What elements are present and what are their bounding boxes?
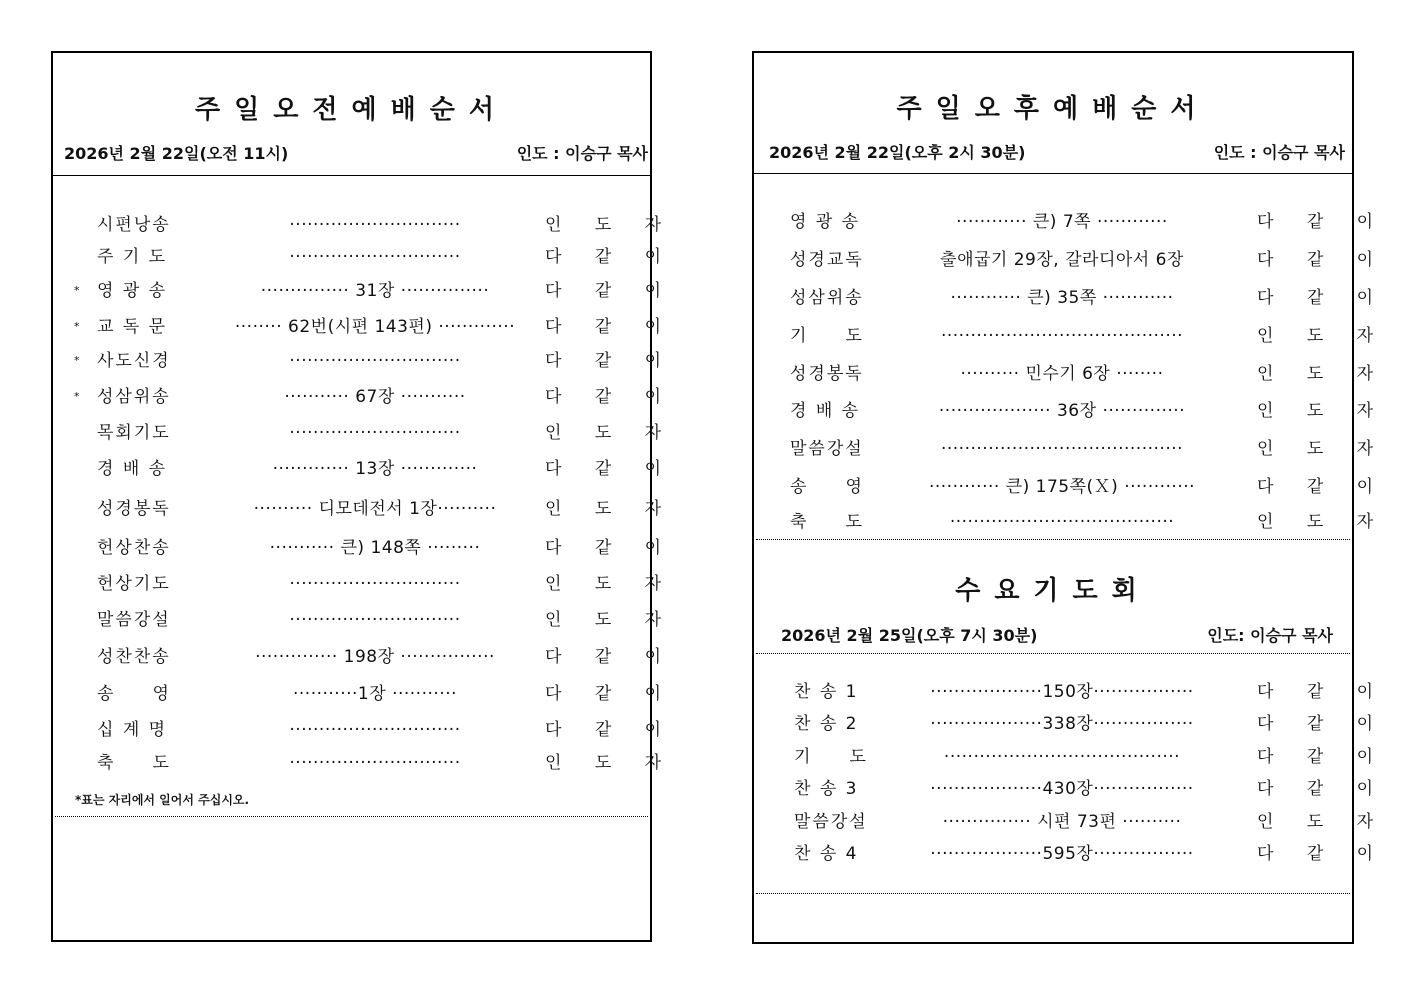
item-performer: 인 도 자: [1257, 812, 1388, 832]
morning-order-item: [74, 315, 676, 339]
morning-order-item: [97, 572, 676, 596]
item-name: 말씀강설: [97, 610, 171, 630]
item-performer: 다 같 이: [545, 351, 676, 371]
item-performer: 다 같 이: [545, 720, 676, 740]
afternoon-order-item: [790, 210, 1388, 234]
item-detail: ·····························: [289, 753, 461, 773]
afternoon-leader: 인도 : 이승구 목사: [1213, 143, 1345, 162]
item-performer: 인 도 자: [1257, 439, 1388, 459]
item-name: 영 광 송: [790, 212, 861, 232]
afternoon-order-item: [790, 286, 1388, 310]
item-detail: ············· 13장 ·············: [272, 459, 478, 479]
item-name: 말씀강설: [790, 439, 864, 459]
item-name: 경 배 송: [97, 459, 168, 479]
item-name: 성경봉독: [790, 364, 864, 384]
morning-order-item: [97, 245, 676, 269]
item-detail: ············ 큰) 7쪽 ············: [956, 212, 1168, 232]
wednesday-order-item: [794, 680, 1388, 704]
item-detail: ··········· 67장 ···········: [284, 387, 466, 407]
item-detail: ··········· 큰) 148쪽 ·········: [269, 538, 481, 558]
item-performer: 인 도 자: [1257, 326, 1388, 346]
morning-order-item: [97, 536, 676, 560]
stand-marker: *: [74, 284, 80, 297]
item-name: 축 도: [97, 753, 171, 773]
wednesday-order-item: [794, 777, 1388, 801]
item-detail: ············ 큰) 35쪽 ············: [950, 288, 1174, 308]
item-name: 헌상기도: [97, 574, 171, 594]
morning-order-item: [97, 718, 676, 742]
morning-service-panel: [51, 51, 676, 942]
morning-order-item: [97, 497, 676, 521]
item-performer: 다 같 이: [1257, 779, 1388, 799]
wednesday-header-divider: [756, 653, 1350, 654]
wednesday-leader: 인도: 이승구 목사: [1207, 626, 1333, 645]
item-name: 십 계 명: [97, 720, 168, 740]
afternoon-title: 주일오후예배순서: [896, 94, 1210, 124]
item-detail: ···················595장·················: [930, 844, 1194, 864]
item-detail: ·····························: [289, 215, 461, 235]
item-performer: 다 같 이: [1257, 747, 1388, 767]
item-name: 찬 송 2: [794, 714, 859, 734]
item-name: 성찬찬송: [97, 647, 171, 667]
item-detail: ··············· 31장 ···············: [260, 281, 490, 301]
item-name: 기 도: [790, 326, 864, 346]
item-detail: ·········································: [940, 439, 1184, 459]
item-detail: ········ 62번(시편 143편) ·············: [234, 317, 516, 337]
wednesday-order-item: [794, 810, 1388, 834]
afternoon-bottom-divider: [756, 539, 1350, 540]
item-performer: 다 같 이: [1257, 250, 1388, 270]
afternoon-order-item: [790, 437, 1388, 461]
item-performer: 인 도 자: [545, 753, 676, 773]
item-detail: ·····························: [289, 351, 461, 371]
item-detail: ······································: [949, 512, 1175, 532]
item-detail: ············ 큰) 175쪽(Ｘ) ············: [928, 477, 1196, 497]
morning-order-item: [74, 385, 676, 409]
item-name: 사도신경: [97, 351, 171, 371]
morning-order-item: [97, 645, 676, 669]
item-performer: 인 도 자: [545, 574, 676, 594]
item-detail: ·····························: [289, 720, 461, 740]
morning-order-item: [74, 279, 676, 303]
item-detail: ··················· 36장 ··············: [938, 401, 1186, 421]
afternoon-order-item: [790, 475, 1388, 499]
morning-order-item: [97, 608, 676, 632]
morning-order-item: [97, 682, 676, 706]
item-performer: 다 같 이: [545, 317, 676, 337]
item-performer: 다 같 이: [1257, 714, 1388, 734]
item-performer: 다 같 이: [545, 387, 676, 407]
stand-marker: *: [74, 354, 80, 367]
item-performer: 다 같 이: [1257, 682, 1388, 702]
item-performer: 다 같 이: [545, 281, 676, 301]
item-performer: 다 같 이: [545, 684, 676, 704]
morning-note: *표는 자리에서 일어서 주십시오.: [75, 793, 250, 807]
item-name: 시편낭송: [97, 215, 171, 235]
item-name: 헌상찬송: [97, 538, 171, 558]
item-detail: ·····························: [289, 247, 461, 267]
item-performer: 인 도 자: [545, 423, 676, 443]
morning-order-item: [97, 457, 676, 481]
morning-order-item: [74, 349, 676, 373]
item-performer: 다 같 이: [1257, 477, 1388, 497]
item-performer: 인 도 자: [1257, 364, 1388, 384]
item-detail: ···················338장·················: [930, 714, 1194, 734]
item-detail: ·············· 198장 ················: [255, 647, 495, 667]
item-performer: 다 같 이: [545, 247, 676, 267]
wednesday-title: 수요기도회: [955, 576, 1151, 606]
afternoon-header-divider: [754, 173, 1352, 174]
item-name: 찬 송 1: [794, 682, 859, 702]
wednesday-order-item: [794, 712, 1388, 736]
morning-order-item: [97, 213, 676, 237]
item-detail: ·········································: [940, 326, 1184, 346]
item-name: 영 광 송: [97, 281, 168, 301]
stand-marker: *: [74, 320, 80, 333]
item-name: 성경교독: [790, 250, 864, 270]
item-performer: 다 같 이: [1257, 212, 1388, 232]
item-name: 송 영: [790, 477, 864, 497]
item-detail: ···················430장·················: [930, 779, 1194, 799]
afternoon-order-item: [790, 324, 1388, 348]
afternoon-order-item: [790, 510, 1388, 534]
item-performer: 다 같 이: [545, 647, 676, 667]
item-detail: ········································: [943, 747, 1181, 767]
item-name: 송 영: [97, 684, 171, 704]
morning-leader: 인도 : 이승구 목사: [516, 144, 648, 163]
wednesday-date: 2026년 2월 25일(오후 7시 30분): [781, 626, 1038, 645]
afternoon-order-item: [790, 248, 1388, 272]
morning-bottom-divider: [55, 816, 648, 817]
item-detail: ···········1장 ···········: [292, 684, 458, 704]
item-name: 성경봉독: [97, 499, 171, 519]
item-name: 성삼위송: [97, 387, 171, 407]
morning-order-item: [97, 751, 676, 775]
stand-marker: *: [74, 390, 80, 403]
afternoon-order-item: [790, 362, 1388, 386]
item-performer: 인 도 자: [545, 215, 676, 235]
item-name: 기 도: [794, 747, 868, 767]
item-name: 찬 송 3: [794, 779, 859, 799]
item-performer: 인 도 자: [1257, 401, 1388, 421]
item-name: 말씀강설: [794, 812, 868, 832]
item-performer: 인 도 자: [1257, 512, 1388, 532]
afternoon-date: 2026년 2월 22일(오후 2시 30분): [769, 143, 1026, 162]
item-name: 주 기 도: [97, 247, 168, 267]
item-performer: 인 도 자: [545, 499, 676, 519]
item-performer: 다 같 이: [545, 459, 676, 479]
wednesday-order-item: [794, 842, 1388, 866]
item-detail: ···················150장·················: [930, 682, 1194, 702]
morning-header-divider: [53, 175, 650, 176]
item-detail: ·····························: [289, 423, 461, 443]
morning-title: 주일오전예배순서: [195, 95, 508, 125]
item-name: 성삼위송: [790, 288, 864, 308]
item-detail: ·····························: [289, 610, 461, 630]
morning-date: 2026년 2월 22일(오전 11시): [64, 144, 289, 163]
item-detail: ··············· 시편 73편 ··········: [942, 812, 1182, 832]
wednesday-bottom-divider: [756, 893, 1350, 894]
item-name: 경 배 송: [790, 401, 861, 421]
item-name: 찬 송 4: [794, 844, 859, 864]
item-detail: 출애굽기 29장, 갈라디아서 6장: [940, 250, 1184, 270]
item-detail: ·········· 민수기 6장 ········: [960, 364, 1164, 384]
item-detail: ·····························: [289, 574, 461, 594]
item-performer: 다 같 이: [1257, 288, 1388, 308]
item-name: 목회기도: [97, 423, 171, 443]
item-performer: 다 같 이: [545, 538, 676, 558]
afternoon-service-panel: [752, 51, 1388, 944]
item-performer: 다 같 이: [1257, 844, 1388, 864]
afternoon-order-item: [790, 399, 1388, 423]
item-performer: 인 도 자: [545, 610, 676, 630]
morning-order-item: [97, 421, 676, 445]
item-name: 축 도: [790, 512, 864, 532]
item-detail: ·········· 디모데전서 1장··········: [253, 499, 497, 519]
item-name: 교 독 문: [97, 317, 168, 337]
wednesday-order-item: [794, 745, 1388, 769]
